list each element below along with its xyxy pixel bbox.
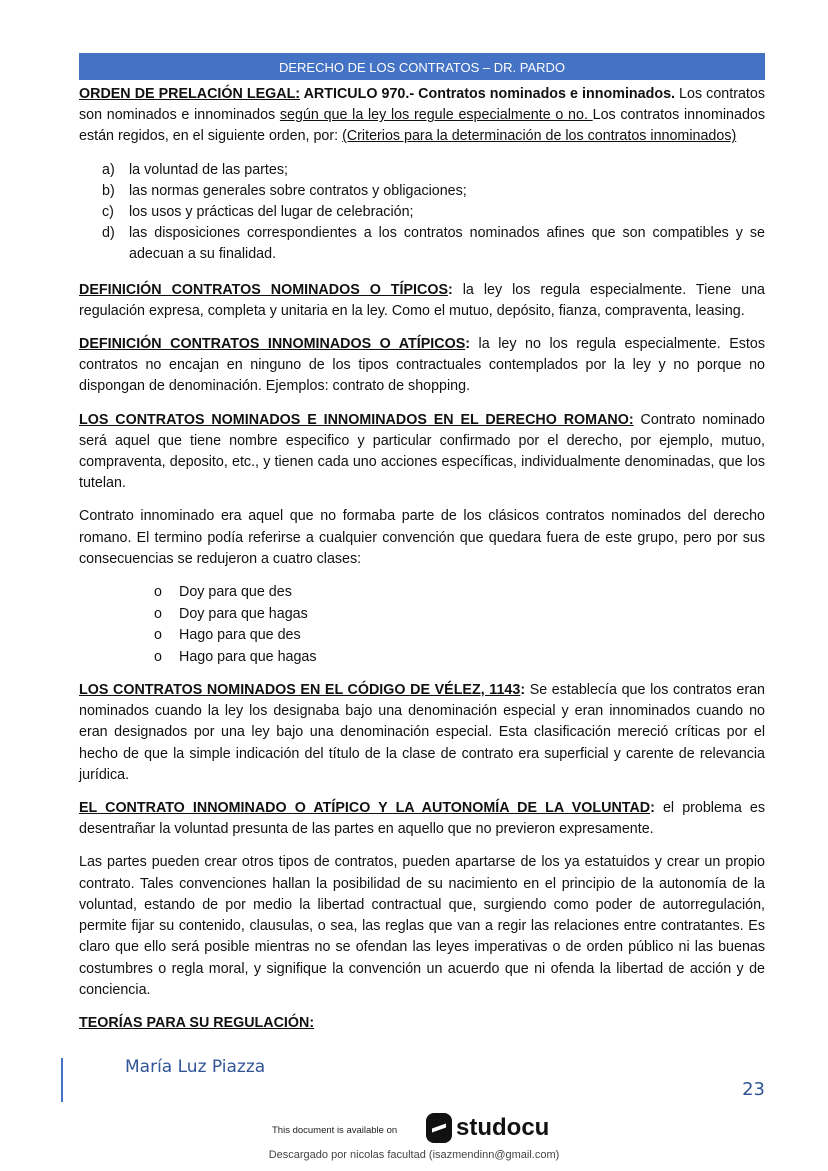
bullet-item: o Hago para que hagas: [179, 647, 765, 669]
text: según que la ley los regule especialmente o no.: [279, 107, 593, 124]
heading: EL CONTRATO INNOMINADO O ATÍPICO Y LA AUTONOMÍA DE LA VOLUNTAD: [79, 800, 651, 817]
studocu-logo-icon: [426, 1113, 452, 1143]
footer-divider: [61, 1058, 63, 1102]
paragraph-teorias: [79, 1013, 765, 1034]
colon: :: [650, 800, 655, 817]
list-item: [102, 160, 765, 181]
list-item: [102, 181, 765, 202]
running-header: DERECHO DE LOS CONTRATOS – DR. PARDO: [79, 53, 765, 80]
colon: :: [465, 336, 471, 353]
paragraph-orden-prelacion: [79, 84, 765, 148]
paragraph-derecho-romano: [79, 410, 765, 495]
colon: :: [520, 682, 526, 699]
list-text: los usos y prácticas del lugar de celebración;: [129, 204, 414, 221]
page-number: 23: [742, 1079, 765, 1100]
list-marker: c): [102, 204, 114, 221]
available-on-text: This document is available on: [272, 1125, 398, 1136]
heading: LOS CONTRATOS NOMINADOS E INNOMINADOS EN EL DERECHO ROMANO:: [79, 411, 634, 428]
list-marker: d): [102, 225, 115, 242]
studocu-logo[interactable]: [426, 1113, 549, 1143]
paragraph-innominados: [79, 334, 765, 398]
bullet-item: o Hago para que des: [179, 625, 765, 647]
list-marker: b): [102, 182, 115, 199]
bullet-item: o Doy para que hagas: [179, 604, 765, 626]
list-text: las disposiciones correspondientes a los contratos nominados afines que son compatibles y se adecuan a su finalidad.: [129, 225, 765, 263]
text: Los contratos innominados están regidos, en el siguiente orden, por:: [79, 107, 766, 145]
heading: TEORÍAS PARA SU REGULACIÓN:: [79, 1014, 315, 1031]
classes-list: [79, 582, 765, 668]
text: el problema es desentrañar la voluntad presunta de las partes en aquello que no previeron expresamente.: [79, 800, 765, 838]
paragraph-nominados: [79, 280, 765, 322]
text: (Criterios para la determinación de los contratos innominados): [342, 128, 737, 145]
studocu-brand: studocu: [456, 1114, 550, 1141]
text: Contrato nominado será aquel que tiene nombre especifico y particular confirmado por el derecho, por ejemplo, mutuo, compraventa, deposito, etc., y tienen cada uno acciones específicas, individualmente denominadas, que los tutelan.: [79, 411, 766, 492]
paragraph-autonomia: [79, 798, 765, 840]
document-body: [79, 84, 765, 1046]
list-text: la voluntad de las partes;: [129, 161, 288, 178]
heading: DEFINICIÓN CONTRATOS NOMINADOS O TÍPICOS: [79, 281, 448, 298]
list-text: las normas generales sobre contratos y obligaciones;: [129, 182, 467, 199]
list-item: [102, 223, 765, 265]
text: Los contratos son nominados e innominados: [79, 86, 765, 124]
paragraph-innominado-romano: Contrato innominado era aquel que no formaba parte de los clásicos contratos nominados del derecho romano. El termino podía referirse a cualquier convención que quedara fuera de este grupo, pero por sus consecuencias se redujeron a cuatro clases:: [79, 508, 765, 567]
paragraph-partes: Las partes pueden crear otros tipos de contratos, pueden apartarse de los ya estatuidos y crear un propio contrato. Tales convenciones hallan la posibilidad de su nacimiento en el principio de la autonomía de la voluntad, estando de por medio la libertad contractual que, surgiendo como poder de autorregulación, permite fijar su contenido, clausulas, o sea, las reglas que van a regir las relaciones entre contratantes. Es claro que ello será posible mientras no se ofendan las leyes imperativas o de orden público ni las buenas costumbres o regla moral, y signifique la convención un acuerdo que ni ofenda la libertad de acción y de conciencia.: [79, 854, 765, 998]
criteria-list: [79, 160, 765, 266]
footer-author: María Luz Piazza: [125, 1057, 266, 1077]
heading: LOS CONTRATOS NOMINADOS EN EL CÓDIGO DE VÉLEZ, 1143: [79, 682, 521, 699]
text: la ley no los regula especialmente. Estos contratos no encajan en ninguno de los tipos contractuales contemplados por la ley y no porque no dispongan de denominación. Ejemplos: contrato de shopping.: [79, 336, 765, 395]
download-notice: Descargado por nicolas facultad (isazmendinn@gmail.com): [268, 1149, 560, 1161]
text: Se establecía que los contratos eran nominados cuando la ley los designaba bajo una denominación especial y eran innominados cuando no eran designados por una ley bajo una denominación especial. Esta clasificación mereció críticas por el hecho de que la simple indicación del título de la clase de contrato era superficial y carente de relevancia jurídica.: [79, 682, 766, 783]
text: la ley los regula especialmente. Tiene una regulación expresa, completa y unitaria en la ley. Como el mutuo, depósito, fianza, compraventa, leasing.: [79, 281, 765, 319]
heading: ORDEN DE PRELACIÓN LEGAL:: [79, 86, 301, 102]
paragraph-velez: [79, 680, 765, 786]
list-item: [102, 202, 765, 223]
colon: :: [448, 281, 453, 298]
article-title: ARTICULO 970.- Contratos nominados e innominados.: [300, 86, 675, 102]
list-marker: a): [102, 161, 115, 178]
heading: DEFINICIÓN CONTRATOS INNOMINADOS O ATÍPICOS: [79, 336, 466, 353]
bullet-item: o Doy para que des: [179, 582, 765, 604]
